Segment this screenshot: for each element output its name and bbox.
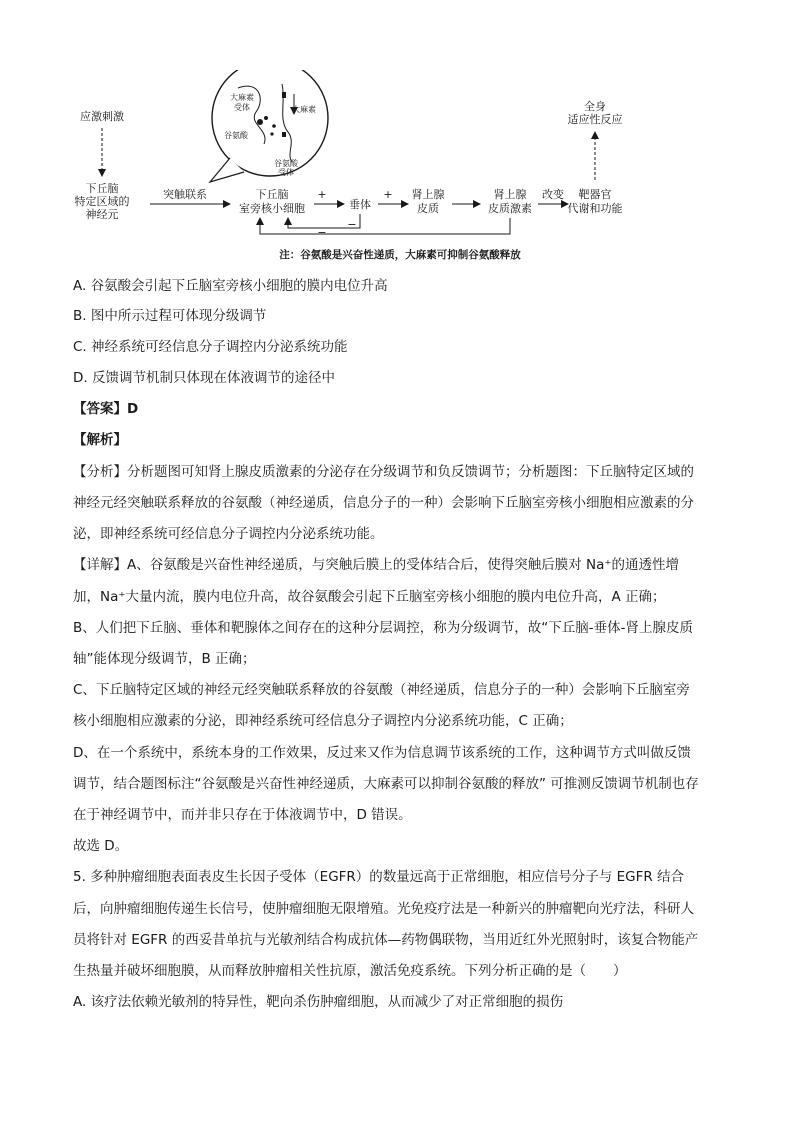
synapse-inset <box>210 70 328 182</box>
hypo-neuron-line1: 下丘脑 <box>85 182 119 195</box>
feedback-to-pvn <box>260 218 510 234</box>
wholebody-line2: 适应性反应 <box>567 113 623 126</box>
option-d: D. 反馈调节机制只体现在体液调节的途径中 <box>73 370 335 386</box>
q5-line-2: 后，向肿瘤细胞传递生长信号，使肿瘤细胞无限增殖。光免疫疗法是一种新兴的肿瘤靶向光疗法，科研人 <box>73 901 694 917</box>
change-label: 改变 <box>542 188 564 201</box>
pvn-line2: 室旁核小细胞 <box>239 202 305 215</box>
inset-receptor2-line1: 谷氨酸 <box>274 159 298 168</box>
analysis-line-1: 【分析】分析题图可知肾上腺皮质激素的分泌存在分级调节和负反馈调节；分析题图：下丘脑特定区域的 <box>73 464 694 480</box>
pvn-line1: 下丘脑 <box>255 188 289 201</box>
inset-glutamate: 谷氨酸 <box>224 131 248 140</box>
analysis-line-11: 调节，结合题图标注“谷氨酸是兴奋性神经递质，大麻素可以抑制谷氨酸的释放” 可推测反馈调节机制也存 <box>73 776 699 792</box>
hypo-neuron-line3: 神经元 <box>85 208 119 221</box>
wholebody-line1: 全身 <box>584 100 606 113</box>
pituitary-label: 垂体 <box>349 198 371 211</box>
plus-2: + <box>383 188 393 201</box>
target-line2: 代谢和功能 <box>567 202 623 215</box>
q5-option-a: A. 该疗法依赖光敏剂的特异性，靶向杀伤肿瘤细胞，从而减少了对正常细胞的损伤 <box>73 994 564 1010</box>
cortisol-line1: 肾上腺 <box>493 188 527 201</box>
inset-receptor2-line2: 受体 <box>278 168 294 177</box>
analysis-line-12: 在于神经调节中，而并非只存在于体液调节中，D 错误。 <box>73 807 412 823</box>
option-a: A. 谷氨酸会引起下丘脑室旁核小细胞的膜内电位升高 <box>73 278 388 294</box>
plus-1: + <box>317 188 327 201</box>
option-c: C. 神经系统可经信息分子调控内分泌系统功能 <box>73 339 348 355</box>
answer: 【答案】D <box>73 401 139 417</box>
analysis-line-4: 【详解】A、谷氨酸是兴奋性神经递质，与突触后膜上的受体结合后，使得突触后膜对 Na⁺的通透性增 <box>73 557 680 573</box>
adrenal-line2: 皮质 <box>417 202 439 215</box>
diagram-note: 注：谷氨酸是兴奋性递质，大麻素可抑制谷氨酸释放 <box>279 249 521 261</box>
minus-1: − <box>347 218 357 231</box>
q5-line-4: 生热量并破坏细胞膜，从而释放肿瘤相关性抗原，激活免疫系统。下列分析正确的是（ ） <box>73 963 627 979</box>
q5-line-3: 员将针对 EGFR 的西妥昔单抗与光敏剂结合构成抗体—药物偶联物，当用近红外光照射时，该复合物能产 <box>73 932 699 948</box>
stress-label: 应激刺激 <box>80 110 124 123</box>
inset-receptor1-line1: 大麻素 <box>230 93 254 102</box>
analysis-line-2: 神经元经突触联系释放的谷氨酸（神经递质，信息分子的一种）会影响下丘脑室旁核小细胞相应激素的分 <box>73 495 694 511</box>
target-line1: 靶器官 <box>578 188 612 201</box>
inset-cannabinoid: 大麻素 <box>292 105 316 114</box>
regulation-diagram <box>60 70 740 265</box>
inset-receptor1-line2: 受体 <box>234 103 250 112</box>
analysis-title: 【解析】 <box>73 432 127 448</box>
hypo-neuron-line2: 特定区域的 <box>74 195 130 208</box>
adrenal-line1: 肾上腺 <box>411 188 445 201</box>
analysis-line-6: B、人们把下丘脑、垂体和靶腺体之间存在的这种分层调控，称为分级调节，故“下丘脑-垂体-肾上腺皮质 <box>73 620 693 636</box>
analysis-line-13: 故选 D。 <box>73 838 129 854</box>
q5-line-1: 5. 多种肿瘤细胞表面表皮生长因子受体（EGFR）的数量远高于正常细胞，相应信号分子与 EGFR 结合 <box>73 869 685 885</box>
analysis-line-7: 轴”能体现分级调节，B 正确； <box>73 651 256 667</box>
analysis-line-8: C、下丘脑特定区域的神经元经突触联系释放的谷氨酸（神经递质，信息分子的一种）会影响下丘脑室旁 <box>73 682 690 698</box>
minus-2: − <box>317 226 327 239</box>
analysis-line-10: D、在一个系统中，系统本身的工作效果，反过来又作为信息调节该系统的工作，这种调节方式叫做反馈 <box>73 745 691 761</box>
cortisol-line2: 皮质激素 <box>488 202 532 215</box>
option-b: B. 图中所示过程可体现分级调节 <box>73 308 267 324</box>
analysis-line-3: 泌，即神经系统可经信息分子调控内分泌系统功能。 <box>73 526 384 542</box>
synapse-label: 突触联系 <box>163 188 207 201</box>
analysis-line-5: 加，Na⁺大量内流，膜内电位升高，故谷氨酸会引起下丘脑室旁核小细胞的膜内电位升高，A 正确； <box>73 589 666 605</box>
analysis-line-9: 核小细胞相应激素的分泌，即神经系统可经信息分子调控内分泌系统功能，C 正确； <box>73 713 573 729</box>
